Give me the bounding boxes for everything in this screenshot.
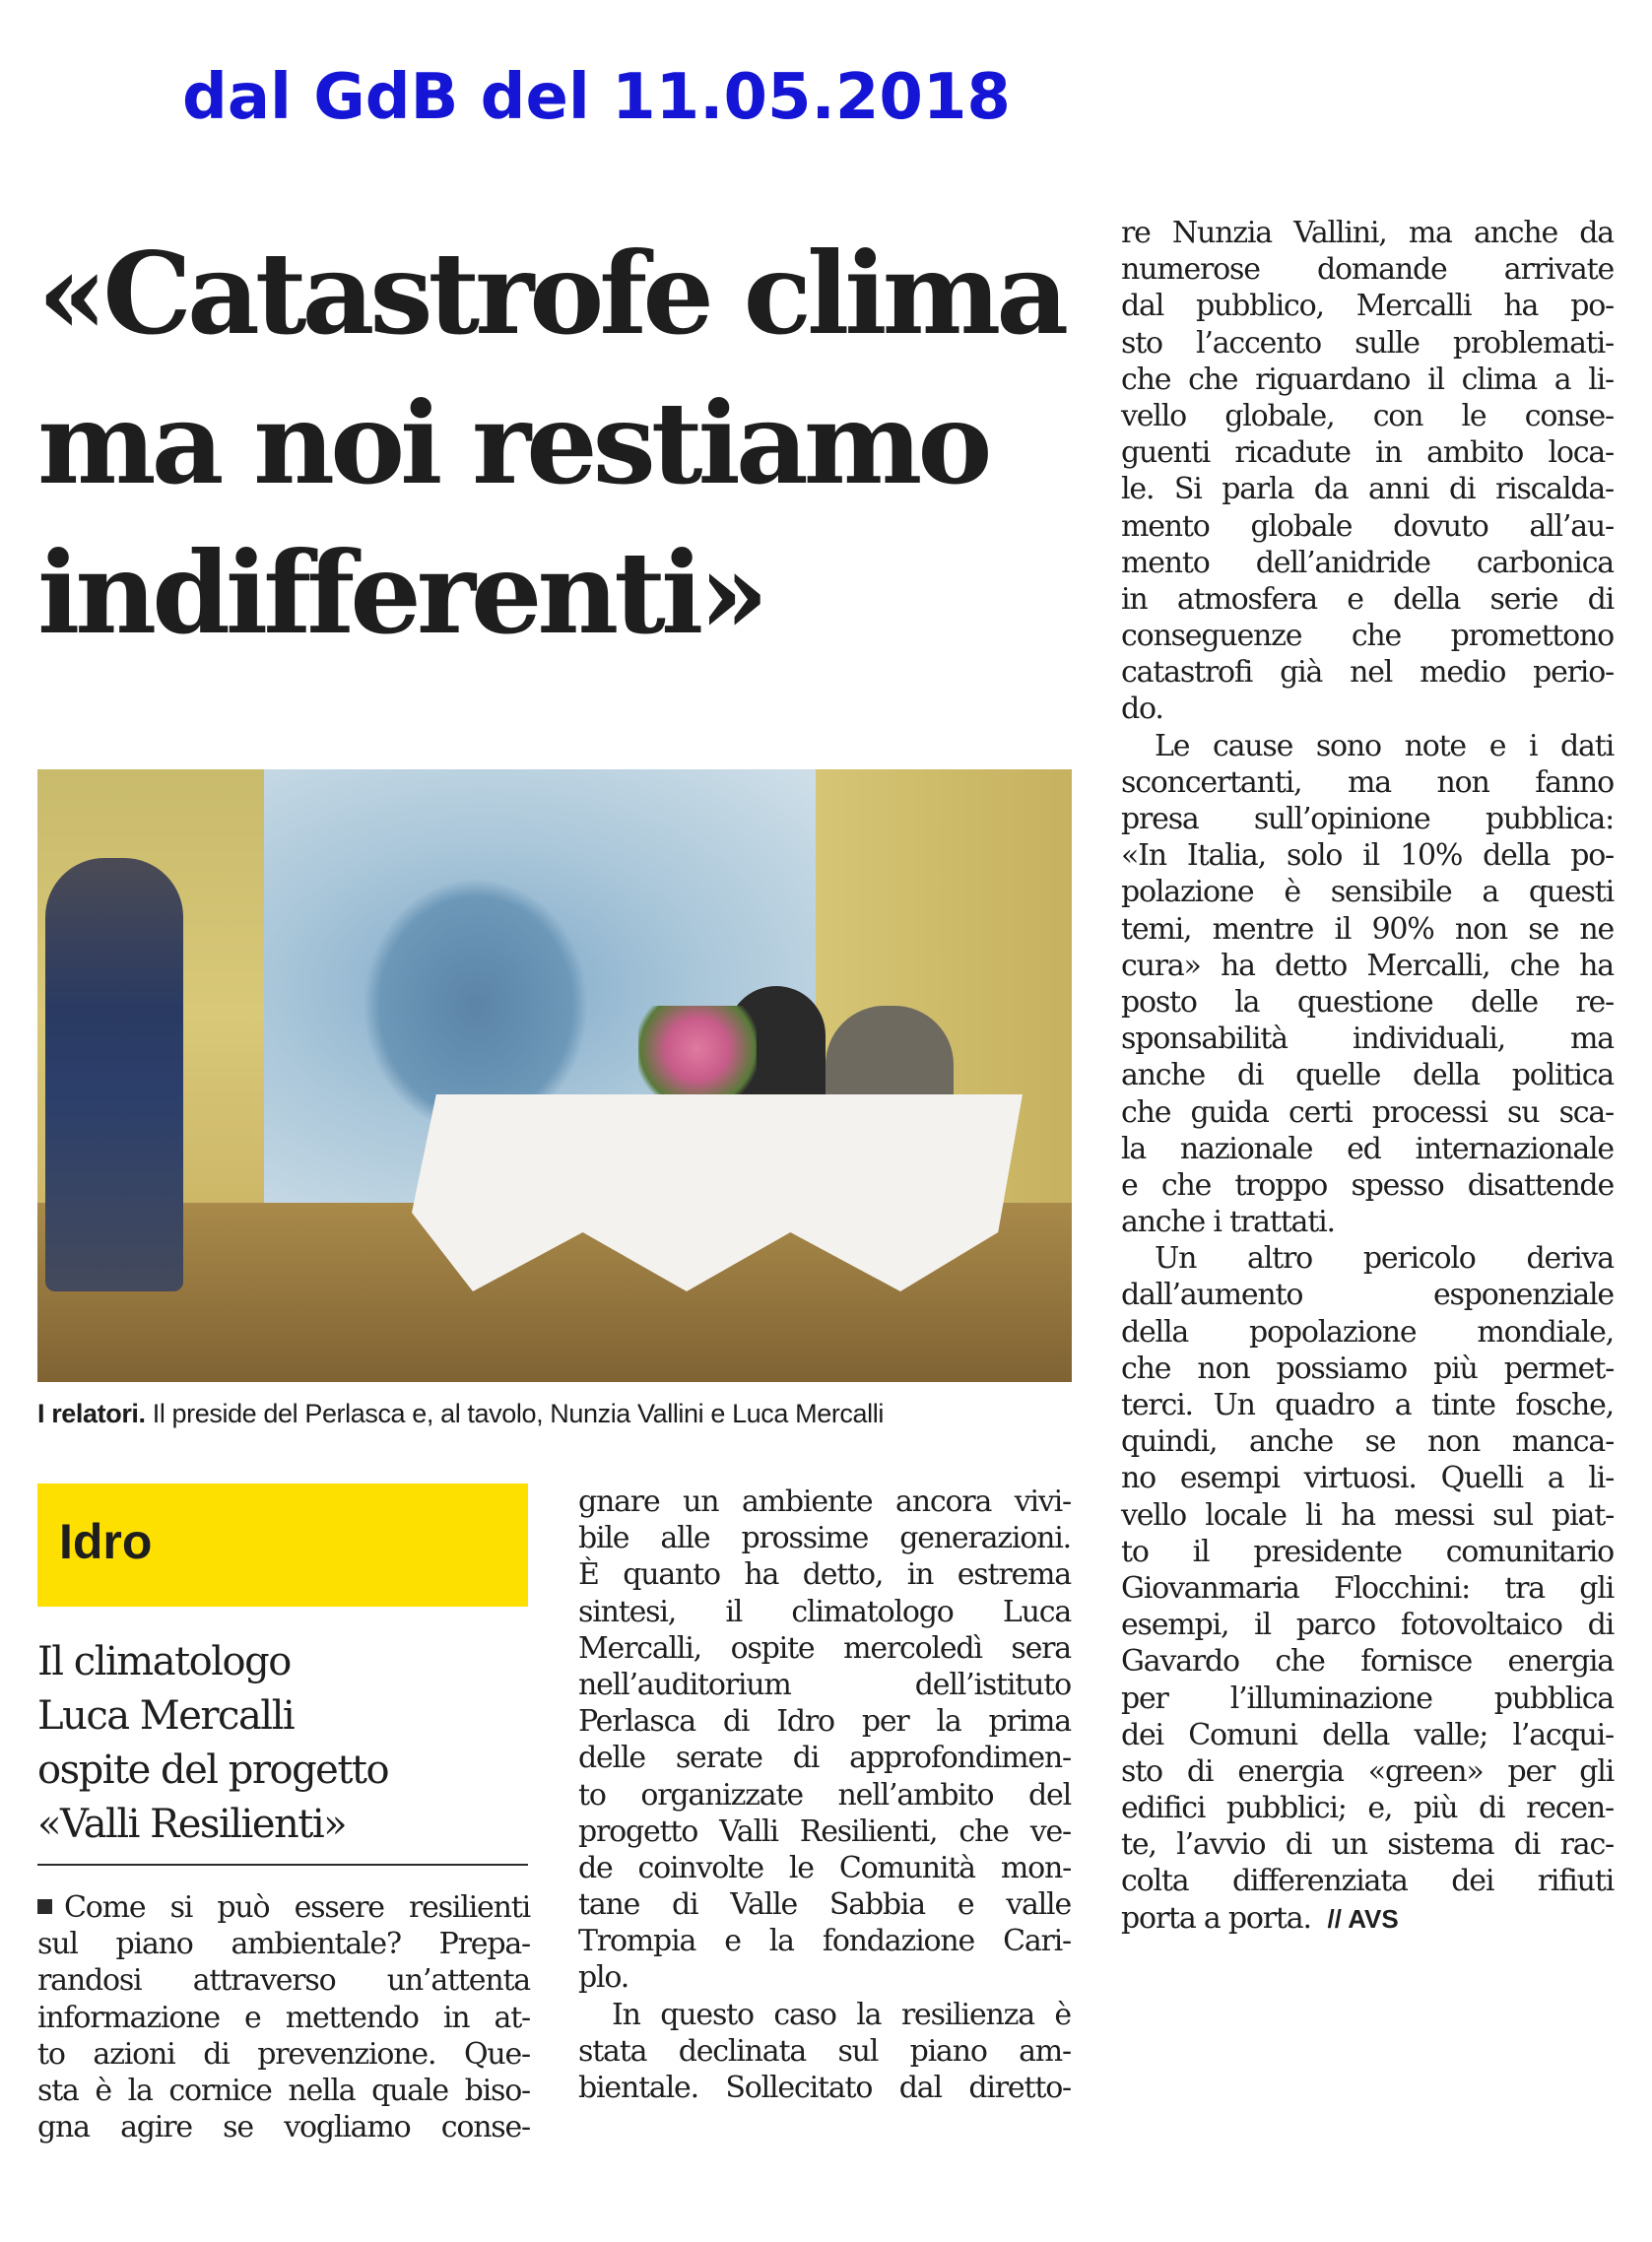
- text-line: polazione è sensibile a questi: [1121, 875, 1614, 910]
- text-line: posto la questione delle re-: [1121, 984, 1614, 1020]
- text-line: te, l’avvio di un sistema di rac-: [1121, 1827, 1614, 1863]
- caption-text: Il preside del Perlasca e, al tavolo, Nunzia Vallini e Luca Mercalli: [145, 1399, 884, 1428]
- text-line: gnare un ambiente ancora vivi-: [578, 1484, 1071, 1519]
- text-line: temi, mentre il 90% non se ne: [1121, 911, 1614, 947]
- text-line: delle serate di approfondimen-: [578, 1741, 1071, 1776]
- text-line: tane di Valle Sabbia e valle: [578, 1887, 1071, 1923]
- text-line: e che troppo spesso disattende: [1121, 1167, 1614, 1203]
- author-signature: // AVS: [1327, 1903, 1399, 1934]
- text-line: Come si può essere resilienti: [37, 1889, 530, 1926]
- text-line: della popolazione mondiale,: [1121, 1314, 1614, 1350]
- text-line: anche di quelle della politica: [1121, 1058, 1614, 1093]
- text-line: stata declinata sul piano am-: [578, 2033, 1071, 2069]
- text-line: anche i trattati.: [1121, 1205, 1335, 1240]
- text-line: Trompia e la fondazione Cari-: [578, 1924, 1071, 1959]
- source-line: dal GdB del 11.05.2018: [182, 61, 1011, 134]
- section-label: Idro: [59, 1514, 153, 1569]
- headline: [37, 219, 1082, 668]
- text-line: guenti ricadute in ambito loca-: [1121, 435, 1614, 471]
- subhead-line: Il climatologo: [37, 1639, 291, 1684]
- text-line: sto di energia «green» per gli: [1121, 1753, 1614, 1789]
- text-line: informazione e mettendo in at-: [37, 2000, 530, 2035]
- text-line: progetto Valli Resilienti, che ve-: [578, 1813, 1071, 1849]
- text-line: mento globale dovuto all’au-: [1121, 508, 1614, 544]
- text-line: sconcertanti, ma non fanno: [1121, 764, 1614, 800]
- text-line: Perlasca di Idro per la prima: [578, 1704, 1071, 1740]
- text-line: «In Italia, solo il 10% della po-: [1121, 838, 1614, 874]
- subhead-line: «Valli Resilienti»: [37, 1802, 347, 1847]
- article-photo: [37, 769, 1072, 1382]
- text-line: nell’auditorium dell’istituto: [578, 1667, 1071, 1702]
- caption-lead: I relatori.: [37, 1399, 146, 1428]
- square-bullet-icon: [37, 1899, 52, 1914]
- speaker-figure: [45, 858, 183, 1291]
- text-line: È quanto ha detto, in estrema: [578, 1557, 1071, 1593]
- headline-line: «Catastrofe clima: [37, 228, 1065, 360]
- text-line: sintesi, il climatologo Luca: [578, 1594, 1071, 1629]
- text-line: sto l’accento sulle problemati-: [1121, 325, 1614, 361]
- table-cloth: [412, 1094, 1023, 1291]
- photo-caption: [37, 1399, 1082, 1429]
- headline-line: indifferenti»: [37, 527, 764, 659]
- text-line: sul piano ambientale? Prepa-: [37, 1927, 530, 1962]
- text-line: to azioni di prevenzione. Que-: [37, 2036, 530, 2072]
- text-line: Le cause sono note e i dati: [1155, 728, 1614, 763]
- text-line: vello locale li ha messi sul piat-: [1121, 1497, 1614, 1533]
- text-line: le. Si parla da anni di riscalda-: [1121, 472, 1614, 507]
- text-line: Mercalli, ospite mercoledì sera: [578, 1630, 1071, 1666]
- text-line: che guida certi processi su sca-: [1121, 1094, 1614, 1130]
- text-line: che che riguardano il clima a li-: [1121, 362, 1614, 397]
- text-line: mento dell’anidride carbonica: [1121, 545, 1614, 580]
- headline-line: ma noi restiamo: [37, 377, 988, 509]
- subheadline: [37, 1635, 530, 1852]
- text-line: colta differenziata dei rifiuti: [1121, 1864, 1614, 1899]
- text-line: quindi, anche se non manca-: [1121, 1424, 1614, 1460]
- text-line: esempi, il parco fotovoltaico di: [1121, 1608, 1614, 1643]
- text-line: numerose domande arrivate: [1121, 252, 1614, 288]
- text-line: to organizzate nell’ambito del: [578, 1777, 1071, 1813]
- text-line: dal pubblico, Mercalli ha po-: [1121, 289, 1614, 324]
- article-column-3: [1121, 215, 1614, 1937]
- text-line: vello globale, con le conse-: [1121, 398, 1614, 433]
- text-line: randosi attraverso un’attenta: [37, 1963, 530, 1999]
- article-column-1: [37, 1889, 530, 2145]
- text-line: In questo caso la resilienza è: [612, 1997, 1071, 2032]
- text-line: bile alle prossime generazioni.: [578, 1521, 1071, 1556]
- text-line: edifici pubblici; e, più di recen-: [1121, 1791, 1614, 1826]
- text-line: gna agire se vogliamo conse-: [37, 2110, 530, 2145]
- text-line: terci. Un quadro a tinte fosche,: [1121, 1388, 1614, 1422]
- text-line: re Nunzia Vallini, ma anche da: [1121, 216, 1614, 250]
- text-line: bientale. Sollecitato dal diretto-: [578, 2071, 1071, 2105]
- text-line: sta è la cornice nella quale biso-: [37, 2073, 530, 2108]
- subhead-line: Luca Mercalli: [37, 1693, 295, 1739]
- text-line: to il presidente comunitario: [1121, 1534, 1614, 1569]
- text-line: Gavardo che fornisce energia: [1121, 1644, 1614, 1680]
- text-line: de coinvolte le Comunità mon-: [578, 1850, 1071, 1885]
- divider: [37, 1864, 528, 1866]
- text-line: dei Comuni della valle; l’acqui-: [1121, 1717, 1614, 1752]
- article-column-2: [578, 1484, 1071, 2106]
- text-line: porta a porta. // AVS: [1121, 1900, 1399, 1936]
- subhead-line: ospite del progetto: [37, 1747, 389, 1793]
- text-line: plo.: [578, 1960, 629, 1996]
- section-box: [37, 1484, 528, 1607]
- text-line: che non possiamo più permet-: [1121, 1351, 1614, 1386]
- text-line: sponsabilità individuali, ma: [1121, 1022, 1614, 1057]
- text-line: do.: [1121, 692, 1163, 727]
- text-line: cura» ha detto Mercalli, che ha: [1121, 948, 1614, 983]
- text-line: conseguenze che promettono: [1121, 619, 1614, 654]
- text-line: Giovanmaria Flocchini: tra gli: [1121, 1570, 1614, 1606]
- text-line: dall’aumento esponenziale: [1121, 1278, 1614, 1313]
- text-line: in atmosfera e della serie di: [1121, 581, 1614, 617]
- text-line: Un altro pericolo deriva: [1155, 1241, 1614, 1277]
- text-line: catastrofi già nel medio perio-: [1121, 655, 1614, 691]
- text-line: no esempi virtuosi. Quelli a li-: [1121, 1461, 1614, 1496]
- text-line: la nazionale ed internazionale: [1121, 1131, 1614, 1166]
- text-line: presa sull’opinione pubblica:: [1121, 802, 1614, 836]
- text-line: per l’illuminazione pubblica: [1121, 1681, 1614, 1716]
